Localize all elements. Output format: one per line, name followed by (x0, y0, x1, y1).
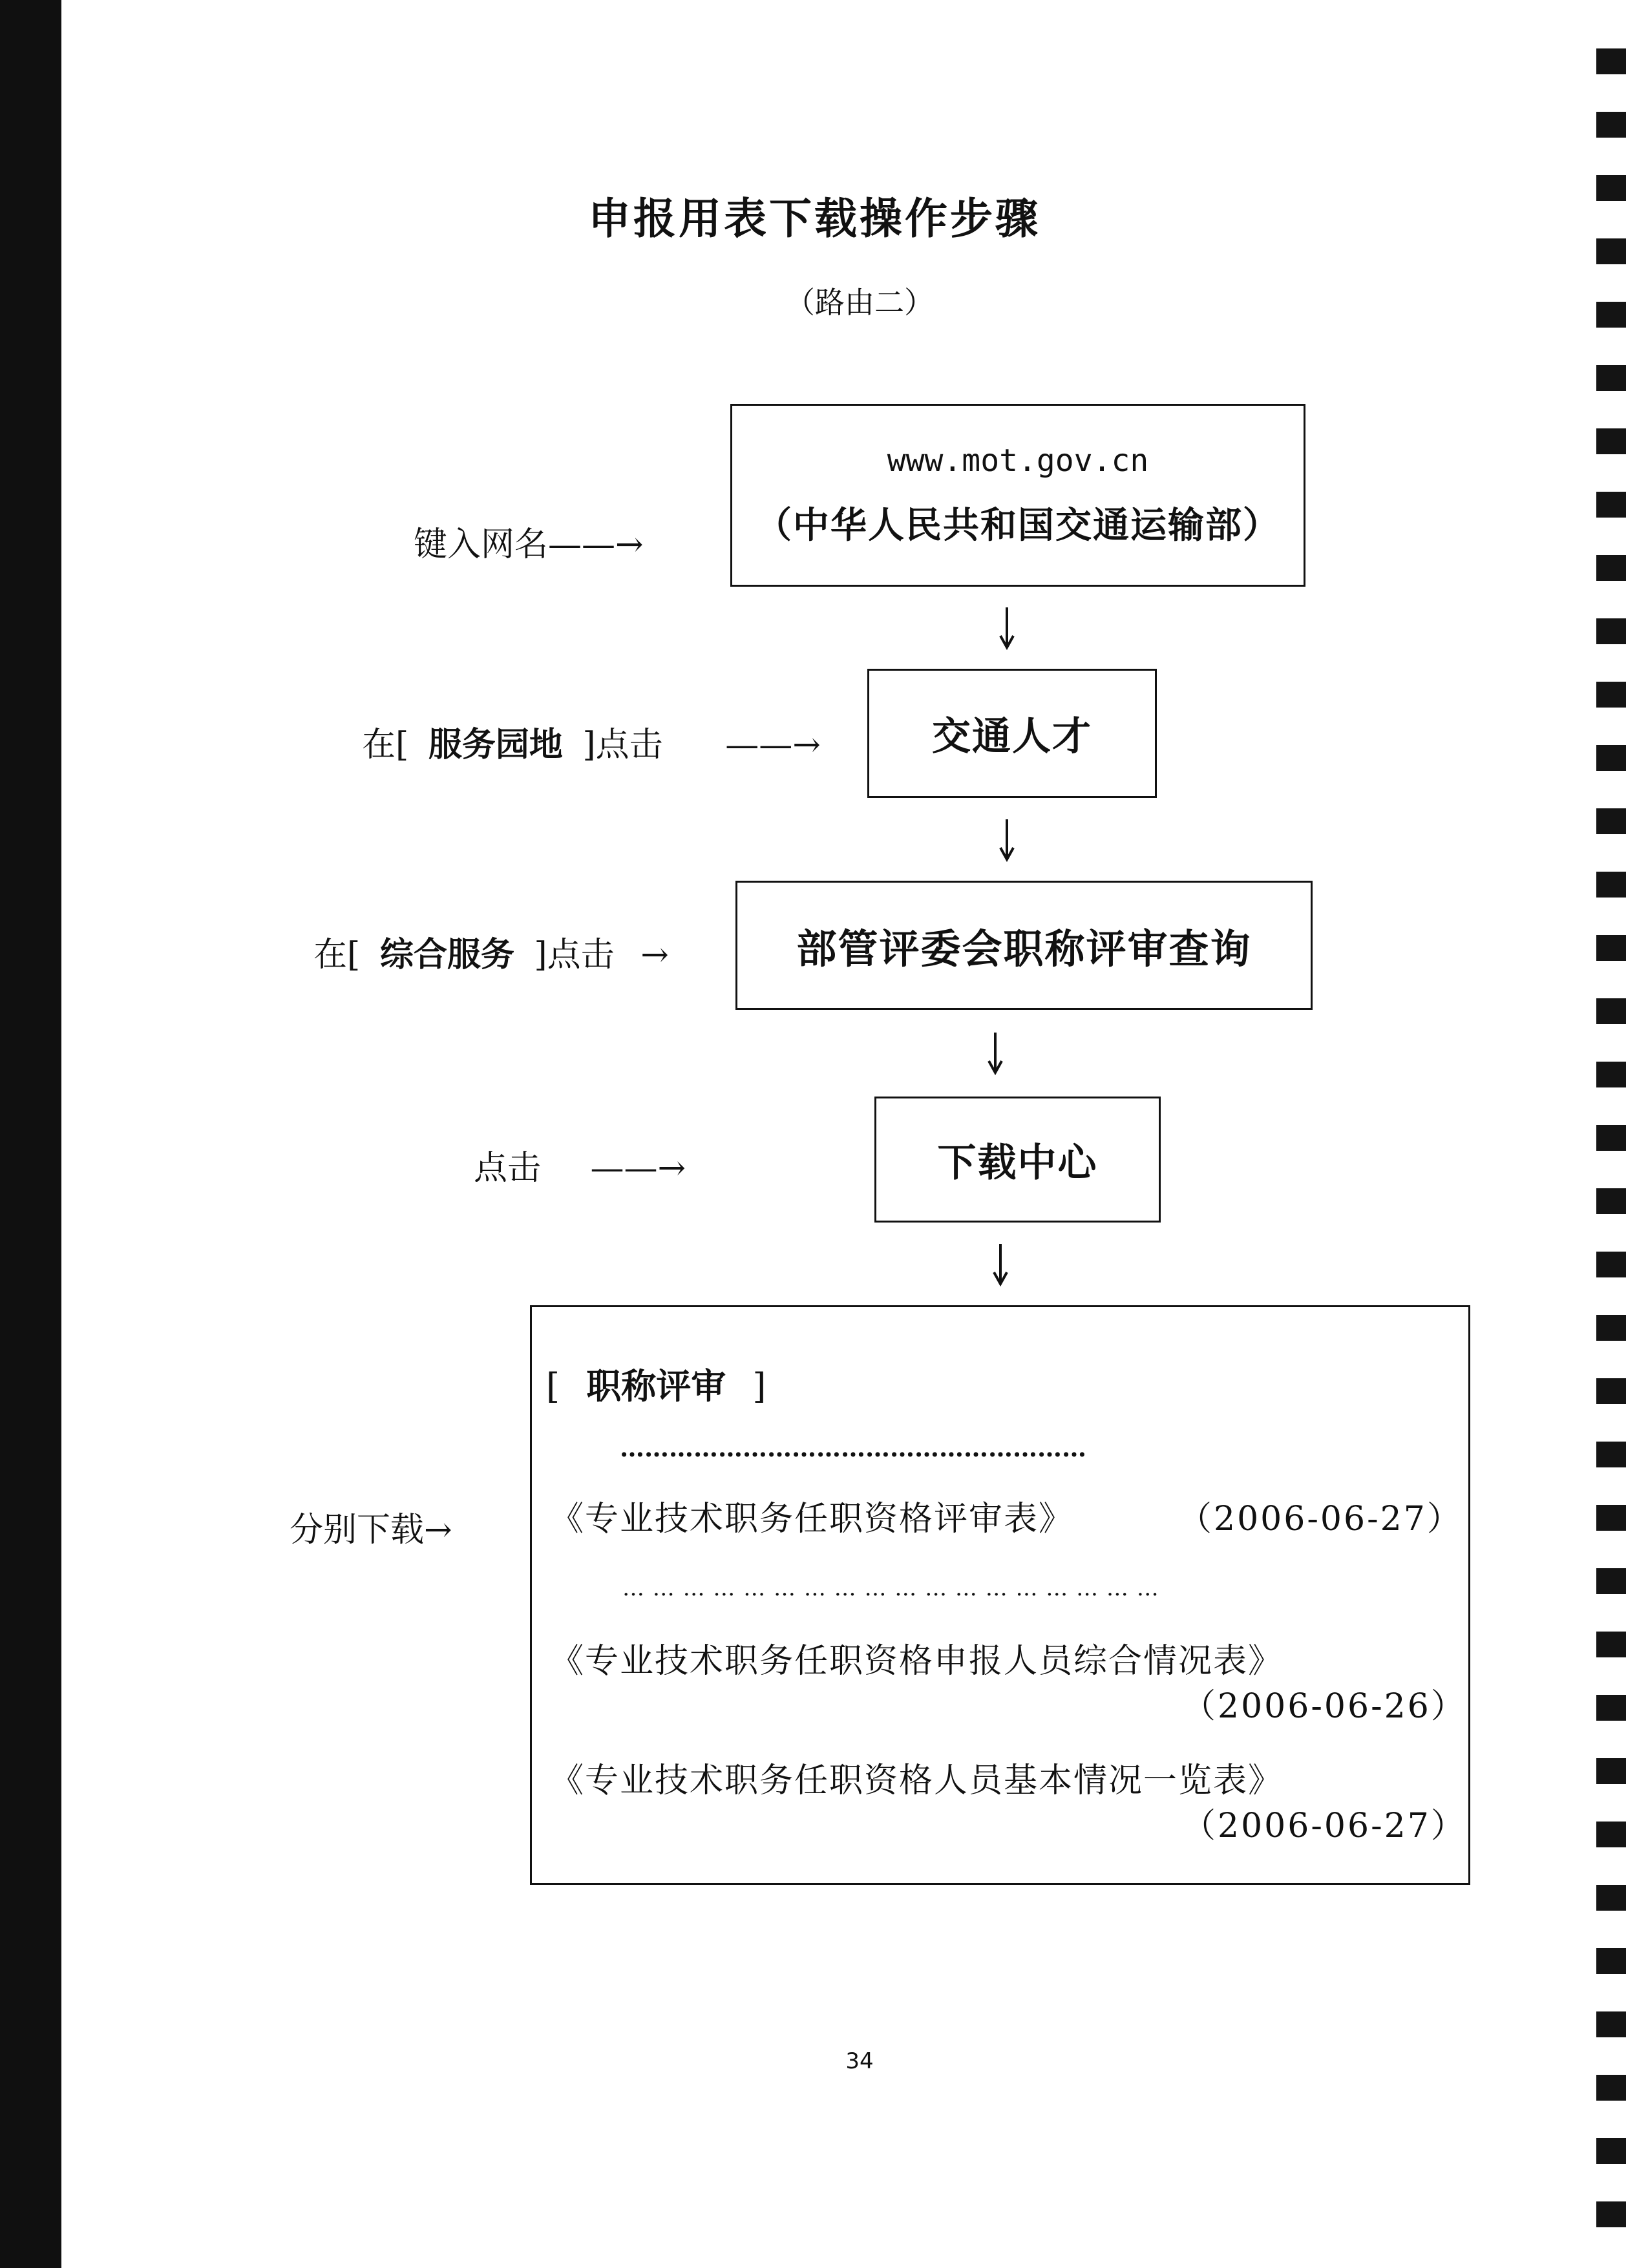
page-title: 申报用表下载操作步骤 (588, 194, 1041, 244)
step3-arrow: → (640, 936, 669, 974)
punch-hole (1596, 2201, 1626, 2227)
step2-arrow: ——→ (725, 726, 821, 764)
punch-hole (1596, 998, 1626, 1024)
dotted-separator-1: ………………………………………………… (620, 1433, 1086, 1462)
punch-hole (1596, 112, 1626, 138)
punch-hole (1596, 1188, 1626, 1214)
punch-hole (1596, 1252, 1626, 1277)
page-subtitle: （路由二） (785, 285, 934, 320)
punch-holes (1577, 0, 1648, 2268)
doc-link-1[interactable]: 《专业技术职务任职资格评审表》 (550, 1500, 1074, 1538)
step4-arrow: ——→ (590, 1149, 686, 1188)
punch-hole (1596, 1505, 1626, 1531)
step4-action: 点击 (474, 1149, 542, 1188)
header-bracket-open: [ (546, 1366, 560, 1407)
punch-hole (1596, 492, 1626, 518)
punch-hole (1596, 808, 1626, 834)
header-bracket-close: ] (752, 1366, 766, 1407)
step2-menu-name: 服务园地 (428, 726, 563, 764)
downloads-label: 分别下载→ (290, 1511, 452, 1549)
step3-menu-name: 综合服务 (379, 936, 514, 974)
page-number: 34 (845, 2048, 874, 2074)
punch-hole (1596, 1315, 1626, 1341)
doc-date-2: （2006-06-26） (1182, 1687, 1466, 1726)
step3-label (313, 927, 669, 976)
punch-hole (1596, 1695, 1626, 1721)
dotted-separator-2: … … … … … … … … … … … … … … … … … … (622, 1575, 1159, 1601)
punch-hole (1596, 1442, 1626, 1467)
punch-hole (1596, 1125, 1626, 1151)
step1-label: 键入网名——→ (414, 525, 644, 564)
punch-hole (1596, 682, 1626, 708)
doc-date-3: （2006-06-27） (1182, 1807, 1466, 1845)
punch-hole (1596, 1758, 1626, 1784)
punch-hole (1596, 2011, 1626, 2037)
down-arrow-4 (988, 1244, 1013, 1286)
step1-box (730, 404, 1305, 587)
punch-hole (1596, 935, 1626, 961)
down-arrow-3 (982, 1033, 1008, 1075)
punch-hole (1596, 1568, 1626, 1594)
punch-hole (1596, 872, 1626, 898)
step1-site-name: （中华人民共和国交通运输部） (755, 504, 1280, 547)
down-arrow-1 (994, 607, 1020, 650)
step3-action: ]点击 (534, 936, 615, 974)
step2-bracket-open: 在[ (362, 726, 409, 764)
step2-action: ]点击 (582, 726, 663, 764)
step4-box: 下载中心 (874, 1097, 1161, 1223)
punch-hole (1596, 365, 1626, 391)
punch-hole (1596, 428, 1626, 454)
punch-hole (1596, 2075, 1626, 2101)
binding-strip (0, 0, 61, 2268)
step4-label (474, 1140, 686, 1189)
punch-hole (1596, 1948, 1626, 1974)
step3-bracket-open: 在[ (313, 936, 361, 974)
doc-date-1: （2006-06-27） (1178, 1500, 1463, 1538)
punch-hole (1596, 1062, 1626, 1087)
punch-hole (1596, 2138, 1626, 2164)
doc-link-2[interactable]: 《专业技术职务任职资格申报人员综合情况表》 (550, 1642, 1284, 1681)
punch-hole (1596, 555, 1626, 581)
doc-link-3[interactable]: 《专业技术职务任职资格人员基本情况一览表》 (550, 1761, 1284, 1800)
punch-hole (1596, 745, 1626, 771)
step2-label (362, 717, 821, 766)
punch-hole (1596, 1378, 1626, 1404)
downloads-header (546, 1359, 766, 1409)
downloads-box (530, 1305, 1470, 1885)
header-text: 职称评审 (586, 1366, 726, 1407)
punch-hole (1596, 618, 1626, 644)
down-arrow-2 (994, 819, 1020, 862)
punch-hole (1596, 48, 1626, 74)
step3-box: 部管评委会职称评审查询 (735, 881, 1313, 1010)
punch-hole (1596, 1632, 1626, 1657)
punch-hole (1596, 1885, 1626, 1911)
step2-box: 交通人才 (867, 669, 1157, 798)
step1-url: www.mot.gov.cn (887, 442, 1149, 479)
punch-hole (1596, 1822, 1626, 1847)
